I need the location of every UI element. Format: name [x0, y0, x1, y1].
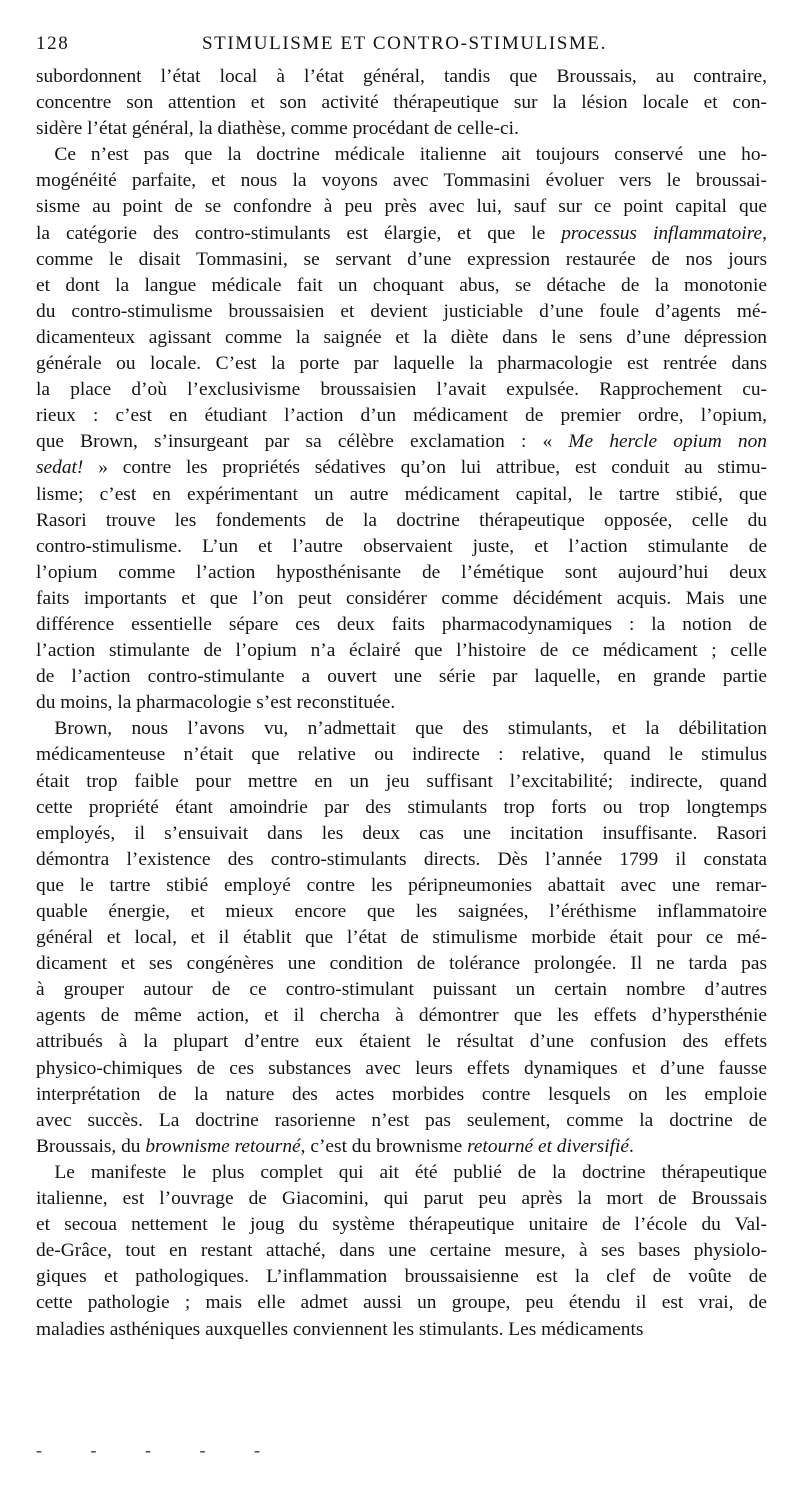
line-text: médicamenteuse n’était que relative ou indirecte : relative, quand le stimulus: [36, 744, 767, 766]
text-line: [36, 1186, 767, 1212]
text-line: [36, 116, 767, 142]
line-text: différence essentielle sépare ces deux faits pharmacodynamiques : la notion de: [36, 613, 767, 635]
line-text: italienne, est l’ouvrage de Giacomini, qui parut peu après la mort de Broussais: [36, 1188, 767, 1210]
italic-text: sedat!: [36, 457, 84, 479]
text-line: [36, 821, 767, 847]
line-text: l’opium comme l’action hyposthénisante de l’émétique sont aujourd’hui deux: [36, 561, 767, 583]
text-line: [36, 899, 767, 925]
running-title: STIMULISME ET CONTRO-STIMULISME.: [202, 33, 607, 54]
line-text: giques et pathologiques. L’inflammation broussaisienne est la clef de voûte de: [36, 1266, 767, 1288]
line-text: faits importants et que l’on peut considérer comme décidément acquis. Mais une: [36, 587, 767, 609]
line-text: ,: [762, 222, 767, 244]
line-text: du contro-stimulisme broussaisien et devient justiciable d’une foule d’agents mé-: [36, 300, 767, 322]
line-text: physico-chimiques de ces substances avec leurs effets dynamiques et d’une fausse: [36, 1057, 767, 1079]
text-line: [36, 1290, 767, 1316]
line-text: démontra l’existence des contro-stimulants directs. Dès l’année 1799 il constata: [36, 848, 767, 870]
text-line: [36, 690, 767, 716]
line-text: cette propriété étant amoindrie par des stimulants trop forts ou trop longtemps: [36, 796, 767, 818]
text-line: [36, 247, 767, 273]
line-text: que le tartre stibié employé contre les péripneumonies abattait avec une remar-: [36, 874, 767, 896]
line-text: à grouper autour de ce contro-stimulant puissant un certain nombre d’autres: [36, 979, 767, 1001]
text-line: [36, 325, 767, 351]
line-text: Ce n’est pas que la doctrine médicale italienne ait toujours conservé une ho-: [54, 144, 767, 166]
italic-text: retourné et diversifié: [467, 1135, 629, 1157]
text-line: [36, 90, 767, 116]
text-line: [36, 377, 767, 403]
text-line: [36, 873, 767, 899]
text-line: [36, 847, 767, 873]
text-line: [36, 1317, 767, 1343]
line-text: contro-stimulisme. L’un et l’autre observaient juste, et l’action stimulante de: [36, 535, 767, 557]
line-text: la catégorie des contro-stimulants est élargie, et que le: [36, 222, 562, 244]
line-text: subordonnent l’état local à l’état général, tandis que Broussais, au contraire,: [36, 66, 767, 87]
text-line: [36, 1056, 767, 1082]
line-text: général et local, et il établit que l’état de stimulisme morbide était pour ce mé-: [36, 927, 767, 949]
text-line: [36, 534, 767, 560]
text-line: [36, 273, 767, 299]
line-text: Broussais, du: [36, 1135, 146, 1157]
line-text: l’action stimulante de l’opium n’a éclairé que l’histoire de ce médicament ; celle: [36, 640, 767, 662]
line-text: Brown, nous l’avons vu, n’admettait que des stimulants, et la débilitation: [54, 718, 767, 740]
text-line: [36, 977, 767, 1003]
text-line: [36, 1082, 767, 1108]
text-line: [36, 742, 767, 768]
text-line: [36, 142, 767, 168]
line-text: sisme au point de se confondre à peu près avec lui, sauf sur ce point capital que: [36, 196, 767, 218]
line-text: .: [628, 1135, 634, 1157]
text-line: [36, 508, 767, 534]
italic-text: processus inflammatoire: [561, 222, 763, 244]
text-line: [36, 951, 767, 977]
text-line: [36, 1212, 767, 1238]
italic-text: brownisme retourné: [145, 1135, 301, 1157]
line-text: interprétation de la nature des actes morbides contre lesquels on les emploie: [36, 1083, 767, 1105]
text-line: [36, 795, 767, 821]
text-line: [36, 299, 767, 325]
text-line: [36, 168, 767, 194]
text-line: [36, 1003, 767, 1029]
text-line: [36, 638, 767, 664]
line-text: la place d’où l’exclusivisme broussaisien l’avait expulsée. Rapprochement cu-: [36, 379, 767, 401]
line-text: maladies asthéniques auxquelles conviennent les stimulants. Les médicaments: [36, 1318, 644, 1340]
text-line: [36, 560, 767, 586]
text-line: [36, 403, 767, 429]
text-line: [36, 664, 767, 690]
text-line: [36, 925, 767, 951]
text-line: [36, 586, 767, 612]
line-text: dicament et ses congénères une condition de tolérance prolongée. Il ne tarda pas: [36, 953, 767, 975]
line-text: rieux : c’est en étudiant l’action d’un médicament de premier ordre, l’opium,: [36, 405, 767, 427]
text-line: [36, 769, 767, 795]
text-line: [36, 1134, 767, 1160]
page-number: 128: [36, 33, 70, 54]
line-text: et dont la langue médicale fait un choquant abus, se détache de la monotonie: [36, 274, 767, 296]
line-text: de-Grâce, tout en restant attaché, dans une certaine mesure, à ses bases physiolo-: [36, 1240, 767, 1262]
footer-marks: - - - - -: [36, 1440, 282, 1460]
line-text: et secoua nettement le joug du système thérapeutique unitaire de l’école du Val-: [36, 1214, 767, 1236]
text-line: [36, 1029, 767, 1055]
line-text: employés, il s’ensuivait dans les deux cas une incitation insuffisante. Rasori: [36, 822, 767, 844]
line-text: attribués à la plupart d’entre eux étaient le résultat d’une confusion des effets: [36, 1031, 767, 1053]
line-text: mogénéité parfaite, et nous la voyons avec Tommasini évoluer vers le broussai-: [36, 170, 767, 192]
line-text: était trop faible pour mettre en un jeu suffisant l’excitabilité; indirecte, quand: [36, 770, 767, 792]
text-line: [36, 482, 767, 508]
text-line: [36, 64, 767, 90]
text-line: [36, 351, 767, 377]
line-text: concentre son attention et son activité thérapeutique sur la lésion locale et con-: [36, 92, 767, 114]
line-text: de l’action contro-stimulante a ouvert une série par laquelle, en grande partie: [36, 666, 767, 688]
line-text: lisme; c’est en expérimentant un autre médicament capital, le tartre stibié, que: [36, 483, 767, 505]
text-line: [36, 455, 767, 481]
line-text: dicamenteux agissant comme la saignée et la diète dans le sens d’une dépression: [36, 326, 767, 348]
line-text: que Brown, s’insurgeant par sa célèbre exclamation : «: [36, 431, 569, 453]
line-text: comme le disait Tommasini, se servant d’une expression restaurée de nos jours: [36, 248, 767, 270]
line-text: Le manifeste le plus complet qui ait été publié de la doctrine thérapeutique: [54, 1161, 767, 1183]
line-text: avec succès. La doctrine rasorienne n’est pas seulement, comme la doctrine de: [36, 1109, 767, 1131]
text-line: [36, 221, 767, 247]
line-text: agents de même action, et il chercha à démontrer que les effets d’hypersthénie: [36, 1005, 767, 1027]
line-text: cette pathologie ; mais elle admet aussi un groupe, peu étendu il est vrai, de: [36, 1292, 767, 1314]
line-text: Rasori trouve les fondements de la doctrine thérapeutique opposée, celle du: [36, 509, 767, 531]
line-text: quable énergie, et mieux encore que les saignées, l’éréthisme inflammatoire: [36, 901, 767, 922]
italic-text: Me hercle opium non: [568, 431, 767, 453]
text-line: [36, 1238, 767, 1264]
line-text: sidère l’état général, la diathèse, comme procédant de celle-ci.: [36, 118, 519, 140]
page-header: [36, 31, 766, 57]
line-text: générale ou locale. C’est la porte par laquelle la pharmacologie est rentrée dans: [36, 353, 767, 375]
text-line: [36, 612, 767, 638]
text-line: [36, 429, 767, 455]
body-text: [36, 64, 767, 1343]
line-text: , c’est du brownisme: [300, 1135, 468, 1157]
text-line: [36, 1160, 767, 1186]
text-line: [36, 1108, 767, 1134]
text-line: [36, 194, 767, 220]
text-line: [36, 1264, 767, 1290]
text-line: [36, 716, 767, 742]
line-text: » contre les propriétés sédatives qu’on lui attribue, est conduit au stimu-: [83, 457, 767, 479]
line-text: du moins, la pharmacologie s’est reconstituée.: [36, 692, 396, 714]
